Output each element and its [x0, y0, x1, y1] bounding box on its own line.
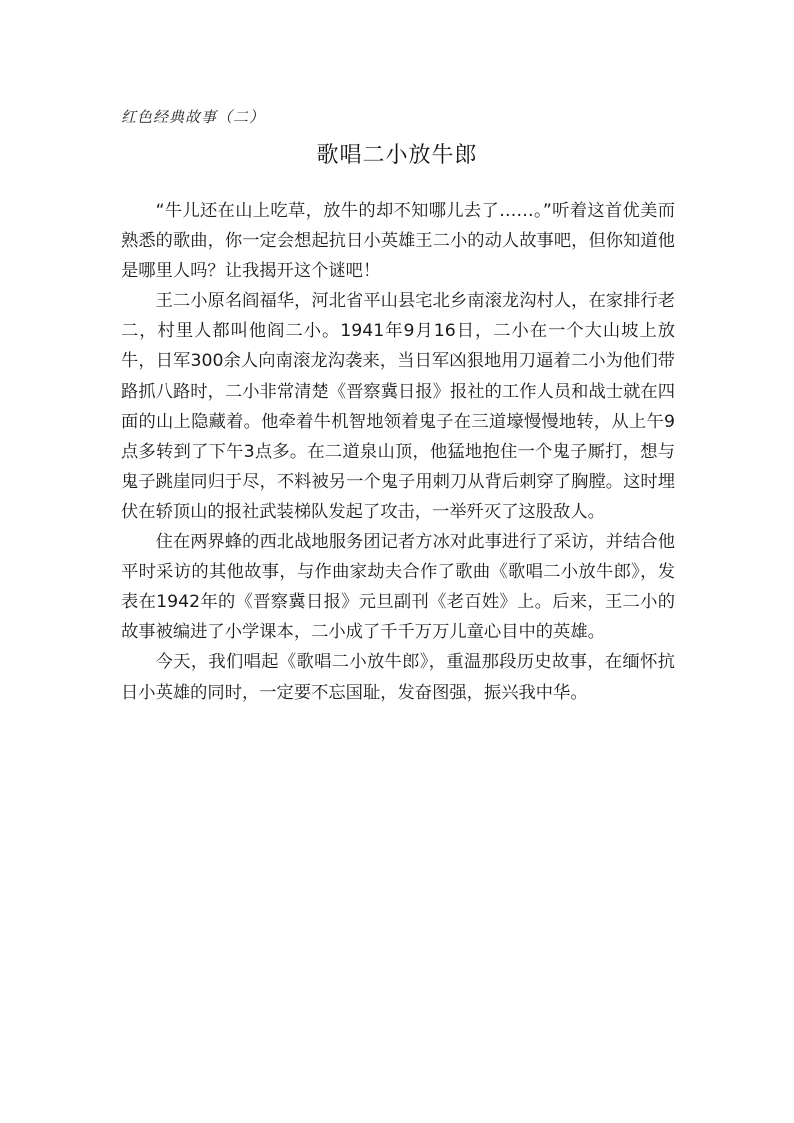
paragraph-story: 王二小原名阎福华，河北省平山县宅北乡南滚龙沟村人，在家排行老二，村里人都叫他阎二小。1941年9月16日，二小在一个大山坡上放牛，日军300余人向南滚龙沟袭来，当日军凶狠地用刀逼着二小为他们带路抓八路时，二小非常清楚《晋察冀日报》报社的工作人员和战士就在四面的山上隐藏着。他牵着牛机智地领着鬼子在三道壕慢慢地转，从上午9点多转到了下午3点多。在二道泉山顶，他猛地抱住一个鬼子厮打，想与鬼子跳崖同归于尽，不料被另一个鬼子用刺刀从背后刺穿了胸膛。这时埋伏在轿顶山的报社武装梯队发起了攻击，一举歼灭了这股敌人。 [121, 291, 675, 522]
paragraph-song-origin: 住在两界蜂的西北战地服务团记者方冰对此事进行了采访，并结合他平时采访的其他故事，与作曲家劫夫合作了歌曲《歌唱二小放牛郎》，发表在1942年的《晋察冀日报》元旦副刊《老百姓》上。后来，王二小的故事被编进了小学课本，二小成了千千万万儿童心目中的英雄。 [121, 532, 675, 643]
paragraph-conclusion: 今天，我们唱起《歌唱二小放牛郎》，重温那段历史故事，在缅怀抗日小英雄的同时，一定要不忘国耻，发奋图强，振兴我中华。 [121, 652, 675, 703]
series-label: 红色经典故事（二） [121, 108, 266, 126]
article-body [121, 196, 675, 708]
page-title: 歌唱二小放牛郎 [316, 143, 478, 168]
paragraph-intro: “牛儿还在山上吃草，放牛的却不知哪儿去了……。”听着这首优美而熟悉的歌曲，你一定会想起抗日小英雄王二小的动人故事吧，但你知道他是哪里人吗？让我揭开这个谜吧！ [121, 201, 675, 282]
